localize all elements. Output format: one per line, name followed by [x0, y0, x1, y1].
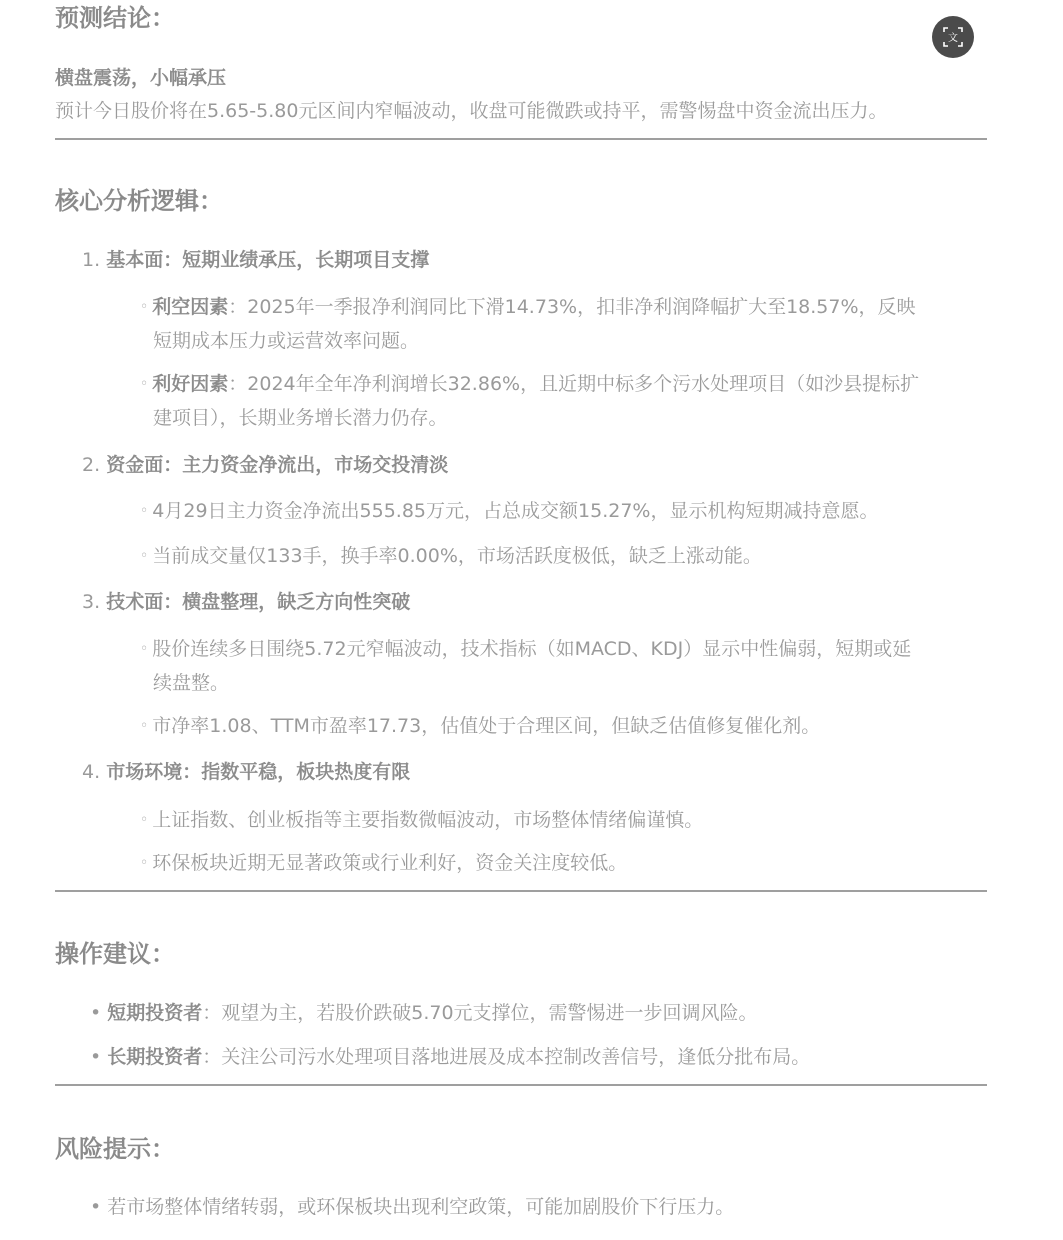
analysis-item-1	[82, 243, 429, 277]
list-item	[140, 803, 703, 839]
risk-title: 风险提示：	[55, 1135, 175, 1163]
circle-bullet-icon: ◦	[140, 718, 149, 734]
item-title: 资金面：主力资金净流出，市场交投清淡	[106, 454, 449, 476]
risk-text: 若市场整体情绪转弱，或环保板块出现利空政策，可能加剧股价下行压力。	[107, 1196, 735, 1218]
prediction-headline: 横盘震荡，小幅承压	[55, 67, 227, 89]
item-number: 3.	[82, 591, 101, 613]
list-item	[140, 709, 820, 745]
item-number: 1.	[82, 249, 101, 271]
list-item	[140, 367, 919, 403]
point-text: 股价连续多日围绕5.72元窄幅波动，技术指标（如MACD、KDJ）显示中性偏弱，短期或延	[152, 638, 912, 660]
list-item	[140, 632, 911, 668]
item-title: 技术面：横盘整理，缺乏方向性突破	[106, 591, 411, 613]
point-text: 4月29日主力资金净流出555.85万元，占总成交额15.27%，显示机构短期减持意愿。	[152, 500, 879, 522]
prediction-detail: 预计今日股价将在5.65-5.80元区间内窄幅波动，收盘可能微跌或持平，需警惕盘中资金流出压力。	[55, 100, 888, 122]
list-item	[140, 290, 916, 326]
dot-bullet-icon: •	[90, 1046, 102, 1068]
list-item	[140, 539, 762, 575]
list-item	[90, 1190, 734, 1224]
item-number: 4.	[82, 761, 101, 783]
point-text: ：2024年全年净利润增长32.86%，且近期中标多个污水处理项目（如沙县提标扩	[228, 373, 920, 395]
circle-bullet-icon: ◦	[140, 855, 149, 871]
circle-bullet-icon: ◦	[140, 503, 149, 519]
list-item-continuation: 短期成本压力或运营效率问题。	[153, 330, 420, 352]
analysis-title: 核心分析逻辑：	[55, 187, 223, 215]
circle-bullet-icon: ◦	[140, 548, 149, 564]
point-text: ：2025年一季报净利润同比下滑14.73%，扣非净利润降幅扩大至18.57%，反映	[228, 296, 916, 318]
analysis-item-3	[82, 585, 410, 619]
circle-bullet-icon: ◦	[140, 376, 149, 392]
point-text: 上证指数、创业板指等主要指数微幅波动，市场整体情绪偏谨慎。	[152, 809, 704, 831]
translate-button[interactable]	[932, 16, 974, 58]
point-text: 当前成交量仅133手，换手率0.00%，市场活跃度极低，缺乏上涨动能。	[152, 545, 762, 567]
advice-text: ：观望为主，若股价跌破5.70元支撑位，需警惕进一步回调风险。	[202, 1002, 758, 1024]
advice-text: ：关注公司污水处理项目落地进展及成本控制改善信号，逢低分批布局。	[202, 1046, 811, 1068]
item-title: 市场环境：指数平稳，板块热度有限	[106, 761, 411, 783]
divider	[55, 1084, 987, 1086]
point-text: 市净率1.08、TTM市盈率17.73，估值处于合理区间，但缺乏估值修复催化剂。	[152, 715, 821, 737]
list-item	[90, 996, 758, 1030]
dot-bullet-icon: •	[90, 1002, 102, 1024]
analysis-item-2	[82, 448, 448, 482]
analysis-item-4	[82, 755, 410, 789]
circle-bullet-icon: ◦	[140, 812, 149, 828]
list-item	[140, 846, 627, 882]
list-item	[140, 494, 878, 530]
advice-label: 短期投资者	[107, 1002, 203, 1024]
prediction-title: 预测结论：	[55, 4, 175, 32]
divider	[55, 890, 987, 892]
advice-label: 长期投资者	[107, 1046, 203, 1068]
divider	[55, 138, 987, 140]
circle-bullet-icon: ◦	[140, 641, 149, 657]
circle-bullet-icon: ◦	[140, 299, 149, 315]
list-item-continuation: 建项目），长期业务增长潜力仍存。	[153, 407, 448, 429]
list-item	[90, 1040, 810, 1074]
point-text: 环保板块近期无显著政策或行业利好，资金关注度较低。	[152, 852, 628, 874]
translate-icon	[942, 26, 964, 48]
dot-bullet-icon: •	[90, 1196, 102, 1218]
list-item-continuation: 续盘整。	[153, 672, 230, 694]
item-title: 基本面：短期业绩承压，长期项目支撑	[106, 249, 430, 271]
svg-text:文: 文	[948, 33, 958, 44]
item-number: 2.	[82, 454, 101, 476]
point-label: 利空因素	[152, 296, 229, 318]
point-label: 利好因素	[152, 373, 229, 395]
advice-title: 操作建议：	[55, 940, 175, 968]
